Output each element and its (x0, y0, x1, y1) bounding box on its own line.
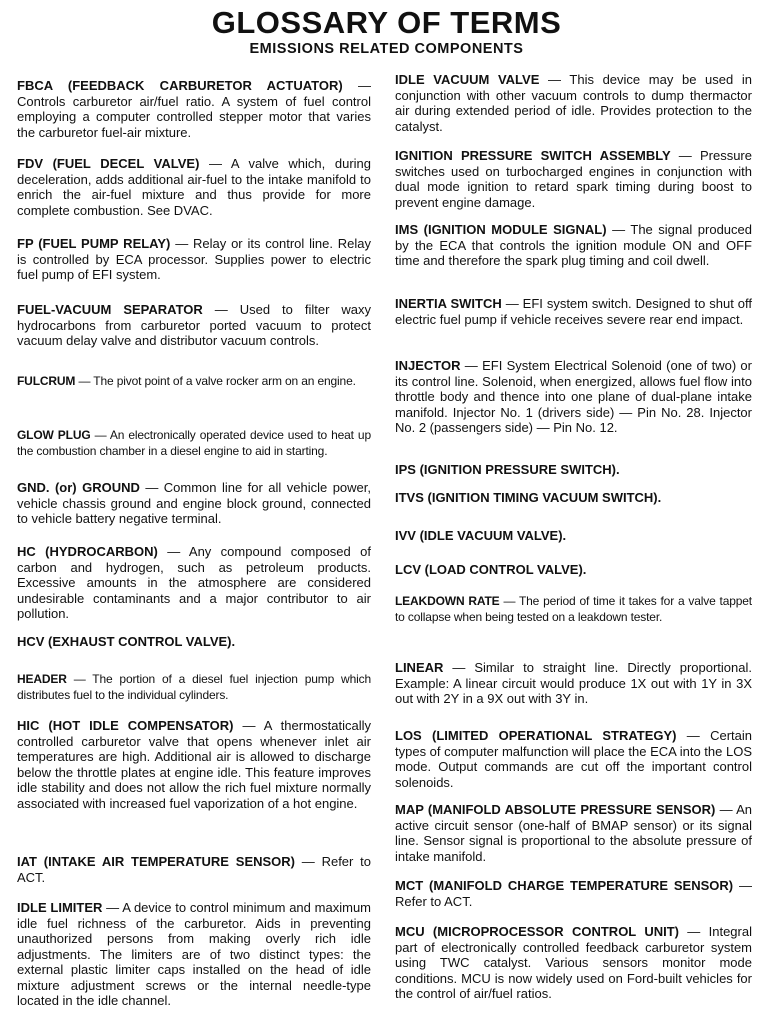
entry-term: HEADER (17, 672, 67, 686)
glossary-entry (17, 718, 371, 811)
glossary-entry (395, 802, 752, 864)
entry-term: LCV (LOAD CONTROL VALVE). (395, 562, 587, 577)
entry-term: IMS (IGNITION MODULE SIGNAL) (395, 222, 607, 237)
entry-definition: — A device to control minimum and maximum idle fuel richness of the carburetor. Aids in preventing unauthorized persons from making overly rich idle adjustments. The limiters are of two distinct types: the external plastic limiter caps installed on the head of idle mixture adjustment screws or the internal needle-type located in the idle channel. (17, 900, 372, 1008)
entry-definition: — The pivot point of a valve rocker arm on an engine. (75, 374, 356, 388)
entry-definition: — Refer to ACT. (17, 854, 371, 885)
entry-term: IAT (INTAKE AIR TEMPERATURE SENSOR) (17, 854, 295, 869)
entry-term: FUEL-VACUUM SEPARATOR (17, 302, 203, 317)
entry-definition: — An active circuit sensor (one-half of BMAP sensor) or its signal line. Sensor signal is proportional to the absolute pressure of intake manifold. (395, 802, 752, 864)
glossary-entry (17, 236, 371, 283)
entry-definition: — Common line for all vehicle power, vehicle chassis ground and engine block ground, connected to vehicle battery negative terminal. (17, 480, 371, 526)
glossary-entry (17, 634, 371, 650)
glossary-entry (17, 374, 371, 390)
glossary-entry (395, 358, 752, 436)
entry-definition: — Controls carburetor air/fuel ratio. A system of fuel control employing a computer controlled stepper motor that varies the carburetor fuel-air mixture. (17, 78, 371, 140)
entry-term: HC (HYDROCARBON) (17, 544, 158, 559)
glossary-entry (17, 480, 371, 527)
entry-term: ITVS (IGNITION TIMING VACUUM SWITCH). (395, 490, 662, 505)
entry-definition: — A thermostatically controlled carburetor valve that opens whenever inlet air temperatures are high. Additional air is allowed to discharge below the throttle plates at engine idle. This feature improves idle stability and does not allow the rich fuel mixture normally associated with increased fuel vaporization of a hot engine. (17, 718, 371, 811)
entry-term: GLOW PLUG (17, 428, 91, 442)
entry-definition: — This device may be used in conjunction with other vacuum controls to dump thermactor air during extended period of idle. Provides protection to the catalyst. (395, 72, 752, 134)
entry-definition: — EFI System Electrical Solenoid (one of two) or its control line. Solenoid, when energized, allows fuel flow into throttle body and thence into one plane of dual-plane intake manifold. Injector No. 1 (drivers side) — Pin No. 28. Injector No. 2 (passengers side) — Pin No. 12. (395, 358, 752, 435)
entry-definition: — Integral part of electronically controlled feedback carburetor system using TWC catalyst. Various sensors monitor mode conditions. MCU is now widely used on Ford-built vehicles for the control of air/fuel ratios. (395, 924, 752, 1001)
entry-definition: — EFI system switch. Designed to shut off electric fuel pump if vehicle receives severe rear end impact. (395, 296, 753, 327)
entry-term: FULCRUM (17, 374, 76, 388)
glossary-entry (17, 428, 371, 459)
entry-definition: — Any compound composed of carbon and hydrogen, such as petroleum products. Excessive amounts in the atmosphere are considered undesirable contaminants and a major contributor to air pollution. (17, 544, 371, 621)
page-subtitle: EMISSIONS RELATED COMPONENTS (249, 41, 524, 57)
entry-definition: — Pressure switches used on turbocharged engines in conjunction with dual mode ignition to retard spark timing during boost to prevent engine damage. (395, 148, 752, 210)
entry-definition: — Refer to ACT. (395, 878, 752, 909)
entry-term: IDLE VACUUM VALVE (395, 72, 540, 87)
entry-term: HIC (HOT IDLE COMPENSATOR) (17, 718, 234, 733)
entry-term: IDLE LIMITER (17, 900, 103, 915)
glossary-entry (17, 672, 371, 703)
entry-term: INJECTOR (395, 358, 461, 373)
glossary-entry (17, 78, 371, 140)
entry-term: MCU (MICROPROCESSOR CONTROL UNIT) (395, 924, 679, 939)
entry-term: MCT (MANIFOLD CHARGE TEMPERATURE SENSOR) (395, 878, 734, 893)
glossary-entry (17, 302, 371, 349)
entry-definition: — Similar to straight line. Directly proportional. Example: A linear circuit would produce 1X out with 1Y in 3X out with 2Y in a 9X out with 3Y in. (395, 660, 752, 706)
entry-term: HCV (EXHAUST CONTROL VALVE). (17, 634, 236, 649)
entry-term: IPS (IGNITION PRESSURE SWITCH). (395, 462, 620, 477)
glossary-entry (395, 924, 752, 1002)
glossary-entry (17, 854, 371, 885)
entry-term: FDV (FUEL DECEL VALVE) (17, 156, 200, 171)
entry-definition: — Certain types of computer malfunction will place the ECA into the LOS mode. Output commands are cut off the important control solenoids. (395, 728, 752, 790)
entry-term: FBCA (FEEDBACK CARBURETOR ACTUATOR) (17, 78, 343, 93)
glossary-entry (17, 900, 371, 1009)
entry-term: LINEAR (395, 660, 444, 675)
glossary-entry (17, 544, 371, 622)
entry-term: FP (FUEL PUMP RELAY) (17, 236, 171, 251)
glossary-entry (395, 490, 752, 506)
entry-definition: — The portion of a diesel fuel injection pump which distributes fuel to the individual cylinders. (17, 672, 371, 702)
entry-term: IVV (IDLE VACUUM VALVE). (395, 528, 567, 543)
glossary-entry (395, 222, 752, 269)
entry-term: IGNITION PRESSURE SWITCH ASSEMBLY (395, 148, 671, 163)
glossary-entry (395, 462, 752, 478)
glossary-entry (395, 72, 752, 134)
entry-term: LEAKDOWN RATE (395, 594, 500, 608)
glossary-entry (395, 594, 752, 625)
entry-definition: — An electronically operated device used to heat up the combustion chamber in a diesel engine to aid in starting. (17, 428, 371, 458)
entry-definition: — Used to filter waxy hydrocarbons from carburetor ported vacuum to protect vacuum delay valve and distributor vacuum controls. (17, 302, 371, 348)
entry-term: LOS (LIMITED OPERATIONAL STRATEGY) (395, 728, 677, 743)
entry-definition: — The signal produced by the ECA that controls the ignition module ON and OFF time and therefore the spark plug timing and coil dwell. (395, 222, 752, 268)
entry-term: MAP (MANIFOLD ABSOLUTE PRESSURE SENSOR) (395, 802, 716, 817)
entry-definition: — The period of time it takes for a valve tappet to collapse when being tested on a leakdown tester. (395, 594, 752, 624)
glossary-entry (395, 878, 752, 909)
glossary-entry (17, 156, 371, 218)
glossary-entry (395, 660, 752, 707)
glossary-entry (395, 148, 752, 210)
page-title: GLOSSARY OF TERMS (211, 5, 562, 40)
entry-term: GND. (or) GROUND (17, 480, 140, 495)
entry-definition: — Relay or its control line. Relay is controlled by ECA processor. Supplies power to electric fuel pump of EFI system. (17, 236, 371, 282)
glossary-entry (395, 728, 752, 790)
glossary-entry (395, 528, 752, 544)
entry-term: INERTIA SWITCH (395, 296, 502, 311)
glossary-entry (395, 562, 752, 578)
glossary-entry (395, 296, 752, 327)
entry-definition: — A valve which, during deceleration, adds additional air-fuel to the intake manifold to enrich the air-fuel mixture and thus provide for more complete combustion. See DVAC. (17, 156, 372, 218)
